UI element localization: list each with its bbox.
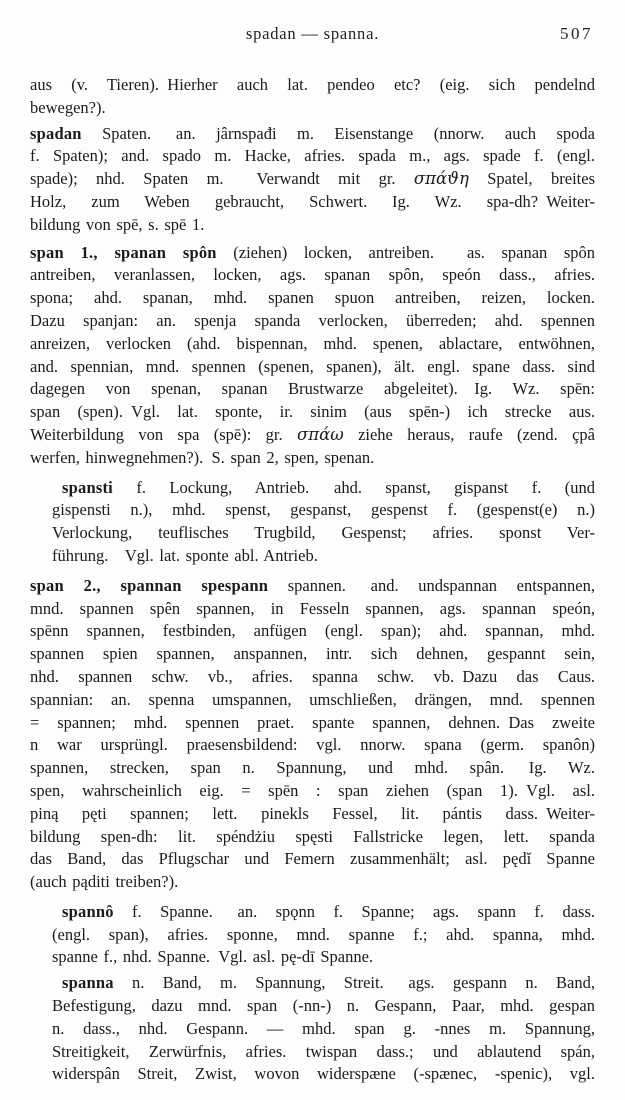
text-run: = spannen; mhd. spennen praet. spante spannen, dehnen. Das zweite (30, 712, 595, 732)
text-run: f. Lockung, Antrieb. ahd. spanst, gispanst f. (und (112, 477, 595, 497)
entry-spanna (52, 972, 595, 1086)
page-header (30, 24, 595, 48)
text-run: dagegen von spenan, spanan Brustwarze abgeleitet). Ig. Wz. spēn: (30, 379, 595, 399)
text-run: aus (v. Tieren). Hierher auch lat. pendeo etc? (eig. sich pendelnd (30, 75, 595, 94)
text-run: Dazu spanjan: an. spenja spanda verlocken, überreden; ahd. spennen (30, 310, 595, 330)
text-line (30, 598, 595, 621)
text-line (52, 1018, 595, 1041)
entry-spanno (52, 901, 595, 969)
text-line (30, 264, 595, 287)
text-line (30, 145, 595, 168)
page-body (30, 74, 595, 1086)
text-run: spannen, strecken, span n. Spannung, und mhd. spân. Ig. Wz. (30, 758, 595, 778)
text-line (30, 191, 595, 214)
paragraph-continuation (30, 74, 595, 120)
text-line (30, 826, 595, 849)
text-run: mnd. spannen spên spannen, in Fesseln spannen, ags. spannan speón, (30, 598, 595, 618)
text-run: Streitigkeit, Zerwürfnis, afries. twispan dass.; und ablautend spán, (52, 1041, 595, 1061)
text-run: n war ursprüngl. praesensbildend: vgl. nnorw. spana (germ. spanôn) (30, 735, 595, 755)
text-run: das Band, das Pflugschar und Femern zusammenhält; asl. pędĭ Spanne (30, 849, 595, 869)
text-run: Weiterbildung von spa (spē): gr. (30, 424, 297, 444)
text-run: gispensti n.), mhd. spenst, gespanst, gespenst f. (gespenst(e) n.) (52, 500, 595, 520)
text-run: span (spen). Vgl. lat. sponte, ir. sinim (aus spēn-) ich strecke aus. (30, 402, 595, 422)
text-run: Holz, zum Weben gebraucht, Schwert. Ig. Wz. spa-dh? Weiter- (30, 191, 595, 211)
text-line (30, 242, 595, 265)
text-line (30, 123, 595, 146)
greek-word: σπάϑη (413, 169, 469, 189)
entry-spansti (52, 477, 595, 568)
text-line (30, 575, 595, 598)
text-line (52, 522, 595, 545)
text-line (52, 1063, 595, 1086)
text-run: n. dass., nhd. Gespann. — mhd. span g. -nnes m. Spannung, (52, 1018, 595, 1038)
text-line (30, 214, 595, 237)
headword: span 2., spannan spespann (30, 575, 269, 595)
text-line (30, 287, 595, 310)
text-run: (engl. span), afries. sponne, mnd. spanne f.; ahd. spanna, mhd. (52, 924, 595, 944)
text-run: Verlockung, teuflisches Trugbild, Gespenst; afries. sponst Ver- (52, 523, 595, 543)
text-line (52, 545, 595, 568)
text-line (30, 310, 595, 333)
text-line (30, 712, 595, 735)
text-line (52, 499, 595, 522)
text-line (30, 168, 595, 191)
entry-spadan (30, 123, 595, 237)
entry-span-2 (30, 575, 595, 894)
text-line (30, 378, 595, 401)
text-run: and. spennian, mnd. spennen (spenen, spanen), ält. engl. spane dass. sind (30, 356, 595, 376)
text-run: spēnn spannen, festbinden, anfügen (engl. span); ahd. spannan, mhd. (30, 621, 595, 641)
text-run: (auch pąditi treiben?). (30, 872, 179, 892)
text-line (30, 97, 595, 120)
headword: spannô (62, 901, 114, 921)
text-run: n. Band, m. Spannung, Streit. ags. gespann n. Band, (113, 973, 595, 993)
text-line (30, 666, 595, 689)
greek-word: σπάω (297, 424, 344, 444)
text-run: antreiben, veranlassen, locken, ags. spanan spôn, speón dass., afries. (30, 265, 595, 285)
text-run: bildung spen-dh: lit. spéndżiu spęsti Fallstricke legen, lett. spanda (30, 826, 595, 846)
headword: spanna (62, 973, 114, 993)
text-run: spona; ahd. spanan, mhd. spanen spuon antreiben, reizen, locken. (30, 288, 595, 308)
text-line (30, 401, 595, 424)
text-run: spannian: an. spenna umspannen, umschließen, drängen, mnd. spennen (30, 689, 595, 709)
text-run: bildung von spē, s. spē 1. (30, 214, 205, 234)
text-run: piną pęti spannen; lett. pinekls Fessel, lit. pántis dass. Weiter- (30, 803, 595, 823)
headword: span 1., spanan spôn (30, 242, 217, 262)
text-line (30, 424, 595, 447)
text-run: führung. Vgl. lat. sponte abl. Antrieb. (52, 545, 318, 565)
text-line (52, 946, 595, 969)
entry-span-1 (30, 242, 595, 470)
text-run: Spaten. an. jârnspađi m. Eisenstange (nnorw. auch spoda (81, 123, 595, 143)
text-run: Befestigung, dazu mnd. span (-nn-) n. Gespann, Paar, mhd. gespan (52, 996, 595, 1016)
text-run: widerspân Streit, Zwist, wovon widerspæne (-spænec, -spenic), vgl. (52, 1064, 595, 1084)
page-number: 507 (560, 24, 593, 43)
text-line (52, 972, 595, 995)
text-run: ziehe heraus, raufe (zend. çpâ (343, 424, 595, 444)
running-title: spadan — spanna. (245, 24, 380, 43)
text-line (52, 995, 595, 1018)
text-line (52, 1041, 595, 1064)
text-run: Spatel, breites (468, 169, 595, 189)
text-line (30, 734, 595, 757)
text-run: bewegen?). (30, 97, 106, 117)
text-run: werfen, hinwegnehmen?). S. span 2, spen, spenan. (30, 447, 375, 467)
text-line (52, 477, 595, 500)
text-line (30, 333, 595, 356)
text-line (30, 803, 595, 826)
headword: spadan (30, 123, 82, 143)
text-run: spanne f., nhd. Spanne. Vgl. asl. pę-dī Spanne. (52, 947, 374, 967)
text-line (30, 620, 595, 643)
text-line (52, 901, 595, 924)
text-line (30, 757, 595, 780)
headword: spansti (62, 477, 113, 497)
text-run: f. Spanne. an. spǫnn f. Spanne; ags. spann f. dass. (113, 901, 595, 921)
text-run: f. Spaten); and. spado m. Hacke, afries. spada m., ags. spade f. (engl. (30, 146, 595, 166)
text-run: (ziehen) locken, antreiben. as. spanan spôn (216, 242, 595, 262)
text-line (30, 871, 595, 894)
text-line (30, 356, 595, 379)
text-run: anreizen, verlocken (ahd. bispennan, mhd. spenen, ablactare, entwöhnen, (30, 333, 595, 353)
text-line (30, 74, 595, 97)
text-line (30, 447, 595, 470)
text-run: spannen. and. undspannan entspannen, (268, 575, 595, 595)
text-line (30, 848, 595, 871)
text-line (30, 689, 595, 712)
text-run: spen, wahrscheinlich eig. = spēn : span ziehen (span 1). Vgl. asl. (30, 780, 595, 800)
text-run: spade); nhd. Spaten m. Verwandt mit gr. (30, 169, 414, 189)
text-line (30, 780, 595, 803)
text-line (52, 924, 595, 947)
text-run: spannen spien spannen, anspannen, intr. sich dehnen, gespannt sein, (30, 644, 595, 664)
text-line (30, 643, 595, 666)
text-run: nhd. spannen schw. vb., afries. spanna schw. vb. Dazu das Caus. (30, 666, 595, 686)
